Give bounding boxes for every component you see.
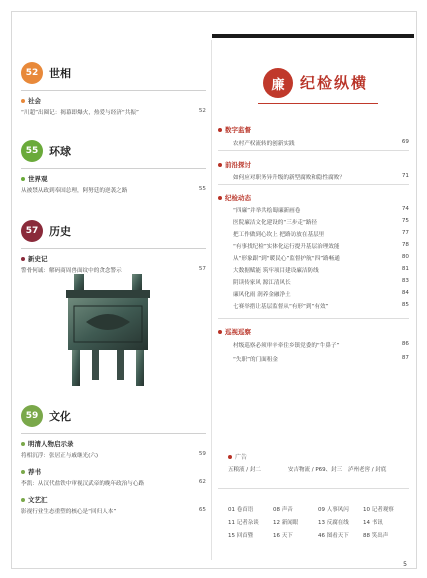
toc-entry[interactable]: 警骨何诚：解码商周兽面纹中的贪念警示 57 <box>21 266 206 274</box>
divider <box>21 168 206 169</box>
bullet-icon <box>218 196 222 200</box>
grid-item[interactable]: 09 人事风闪 <box>318 507 349 513</box>
toc-entry[interactable]: 医院廉洁文化建设的“三步走”路径 75 <box>233 218 409 226</box>
grid-item[interactable]: 13 反腐在线 <box>318 520 349 526</box>
category-label: 明清人物启示录 <box>21 439 206 448</box>
toc-entry[interactable]: 七赛举措让基层监督从“有形”到“有效” 85 <box>233 302 409 310</box>
bronze-ding-image <box>56 270 160 390</box>
toc-entry[interactable]: 村级巡察必须审辛牵住乡镇党委的“牛鼻子” 86 <box>233 341 409 349</box>
divider <box>21 248 206 249</box>
bullet-icon <box>21 498 25 502</box>
category-label: 巡视巡察 <box>218 327 251 336</box>
section-title: 环球 <box>49 145 71 158</box>
grid-item[interactable]: 01 卷首语 <box>228 507 254 513</box>
bullet-icon <box>21 442 25 446</box>
divider <box>218 318 409 319</box>
section-number: 59 <box>21 405 43 427</box>
grid-item[interactable]: 14 书讯 <box>363 520 383 526</box>
toc-entry[interactable]: 大数据赋能 筑牢项目建设廉洁防线 81 <box>233 266 409 274</box>
grid-item[interactable]: 11 记者杂谈 <box>228 520 259 526</box>
section-lishi <box>21 220 206 274</box>
category-label: 新史记 <box>21 254 206 263</box>
column-title: 纪检纵横 <box>300 74 369 92</box>
divider <box>218 184 409 185</box>
bullet-icon <box>218 330 222 334</box>
toc-entry[interactable]: 影视行业生态重塑的核心是“回归人本” 65 <box>21 507 206 515</box>
column-logo <box>218 60 408 110</box>
toc-entry[interactable]: “失职”的门面租金 87 <box>233 355 409 363</box>
bullet-icon <box>21 470 25 474</box>
toc-entry[interactable]: 李凯：从汉代盐铁中审视汉武帝的晚年政治与心路 62 <box>21 479 206 487</box>
category-label: 纪检动态 <box>218 193 251 202</box>
grid-row <box>228 518 408 526</box>
category-label: 荐书 <box>21 467 206 476</box>
page-number: 5 <box>403 561 407 568</box>
column-divider <box>211 40 212 560</box>
section-number: 55 <box>21 140 43 162</box>
top-rule <box>212 34 414 38</box>
grid-item[interactable]: 88 笑出声 <box>363 533 389 539</box>
bullet-icon <box>218 163 222 167</box>
grid-row <box>228 505 408 513</box>
divider <box>218 488 409 489</box>
toc-entry[interactable]: “川超”出圈记：揭幕即爆火，热爱与经济“共振” 52 <box>21 108 206 116</box>
section-shixiang <box>21 62 206 116</box>
ads-block <box>228 452 408 473</box>
bullet-icon <box>21 99 25 103</box>
grid-item[interactable]: 12 新闻眼 <box>273 520 299 526</box>
lian-seal-icon: 廉 <box>263 68 293 98</box>
toc-entry[interactable]: 农村产权流转的创新实践 69 <box>233 139 409 147</box>
category-label: 社会 <box>21 96 206 105</box>
grid-item[interactable]: 46 图看天下 <box>318 533 349 539</box>
section-number: 57 <box>21 220 43 242</box>
grid-row <box>228 531 408 539</box>
bullet-icon <box>218 128 222 132</box>
toc-entry[interactable]: “四廉”并举共绘蜀廉新画卷 74 <box>233 206 409 214</box>
section-number: 52 <box>21 62 43 84</box>
grid-item[interactable]: 15 回首暨 <box>228 533 254 539</box>
toc-entry[interactable]: 将相沉浮：张居正与戚继光(六) 59 <box>21 451 206 459</box>
bullet-icon <box>21 177 25 181</box>
category-label: 世界观 <box>21 174 206 183</box>
category-label: 文艺汇 <box>21 495 206 504</box>
toc-entry[interactable]: 阴读传家风 源江清风长 83 <box>233 278 409 286</box>
ads-row: 五粮液 / 封二 安吉物流 / P69、封三 泸州老窖 / 封底 <box>228 467 387 473</box>
toc-entry[interactable]: “有事找纪检”实体化运行提升基层治理效能 78 <box>233 242 409 250</box>
divider <box>21 433 206 434</box>
toc-entry[interactable]: 把工作做到心坎上 把路访放在基层里 77 <box>233 230 409 238</box>
toc-entry[interactable]: 从被禁从政到奉国总理，阿努廷的逆袭之路 55 <box>21 186 206 194</box>
section-title: 文化 <box>49 410 71 423</box>
grid-item[interactable]: 08 声音 <box>273 507 293 513</box>
bullet-icon <box>228 455 232 459</box>
divider <box>218 150 409 151</box>
section-title: 历史 <box>49 225 71 238</box>
bullet-icon <box>21 257 25 261</box>
section-title: 世相 <box>49 67 71 80</box>
logo-underline <box>258 103 378 104</box>
toc-entry[interactable]: 如何应对职务异升级的新型腐败和隐性腐败？ 71 <box>233 173 409 181</box>
section-huanqiu <box>21 140 206 194</box>
regular-columns-grid <box>228 500 408 539</box>
divider <box>21 90 206 91</box>
ads-title: 广告 <box>228 452 408 461</box>
grid-item[interactable]: 16 天下 <box>273 533 293 539</box>
category-label: 前沿探讨 <box>218 160 251 169</box>
toc-entry[interactable]: 廉风化雨 润养金融净土 84 <box>233 290 409 298</box>
toc-entry[interactable]: 从“形象跟”到“暖民心”监督护航“四”路畅通 80 <box>233 254 409 262</box>
category-label: 数字监督 <box>218 125 251 134</box>
section-wenhua <box>21 405 206 515</box>
grid-item[interactable]: 10 记者观察 <box>363 507 394 513</box>
